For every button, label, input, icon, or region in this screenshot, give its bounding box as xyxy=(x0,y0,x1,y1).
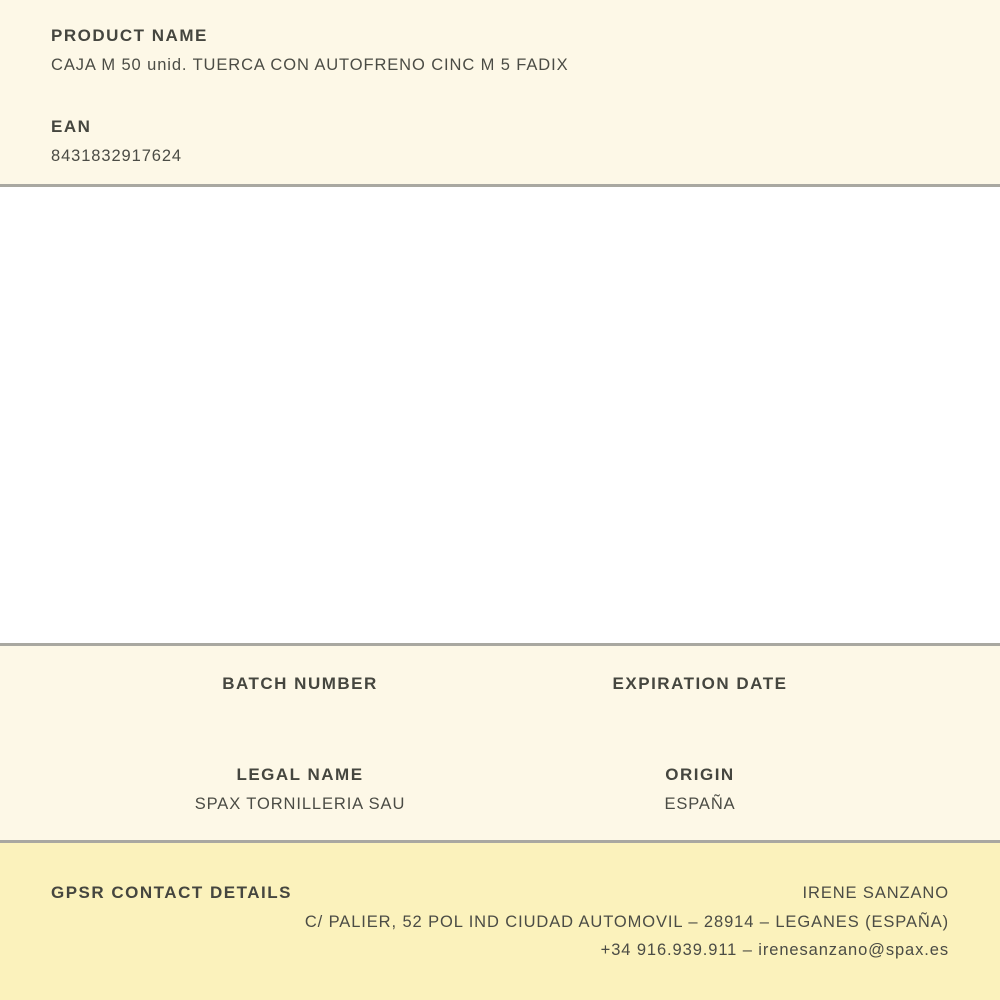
expiration-date-value xyxy=(500,705,900,722)
gpsr-contact-row xyxy=(51,879,949,965)
origin-value: ESPAÑA xyxy=(664,795,736,813)
gpsr-contact-block xyxy=(305,879,949,965)
origin-field xyxy=(500,766,900,813)
product-name-value: CAJA M 50 unid. TUERCA CON AUTOFRENO CINC M 5 FADIX xyxy=(51,56,569,74)
gpsr-contact-section xyxy=(0,843,1000,1000)
ean-field xyxy=(51,118,949,165)
legal-name-value: SPAX TORNILLERIA SAU xyxy=(194,795,406,813)
product-name-label: PRODUCT NAME xyxy=(51,26,208,45)
gpsr-contact-title: GPSR CONTACT DETAILS xyxy=(51,883,292,902)
batch-number-value xyxy=(100,705,500,722)
batch-expiration-row xyxy=(100,675,900,722)
origin-label: ORIGIN xyxy=(665,765,735,784)
legal-name-field xyxy=(100,766,500,813)
expiration-date-field xyxy=(500,675,900,722)
ean-value: 8431832917624 xyxy=(51,147,182,165)
batch-number-label: BATCH NUMBER xyxy=(222,674,378,693)
batch-number-field xyxy=(100,675,500,722)
batch-origin-section xyxy=(0,646,1000,840)
ean-label: EAN xyxy=(51,117,92,136)
contact-address: C/ PALIER, 52 POL IND CIUDAD AUTOMOVIL – 28914 – LEGANES (ESPAÑA) xyxy=(304,912,949,931)
product-info-section xyxy=(0,0,1000,184)
legal-name-label: LEGAL NAME xyxy=(236,765,364,784)
empty-content-area xyxy=(0,187,1000,643)
contact-phone-email: +34 916.939.911 – irenesanzano@spax.es xyxy=(600,941,949,959)
legal-origin-row xyxy=(100,766,900,813)
expiration-date-label: EXPIRATION DATE xyxy=(612,674,788,693)
contact-name: IRENE SANZANO xyxy=(802,884,949,902)
product-name-field xyxy=(51,27,949,74)
